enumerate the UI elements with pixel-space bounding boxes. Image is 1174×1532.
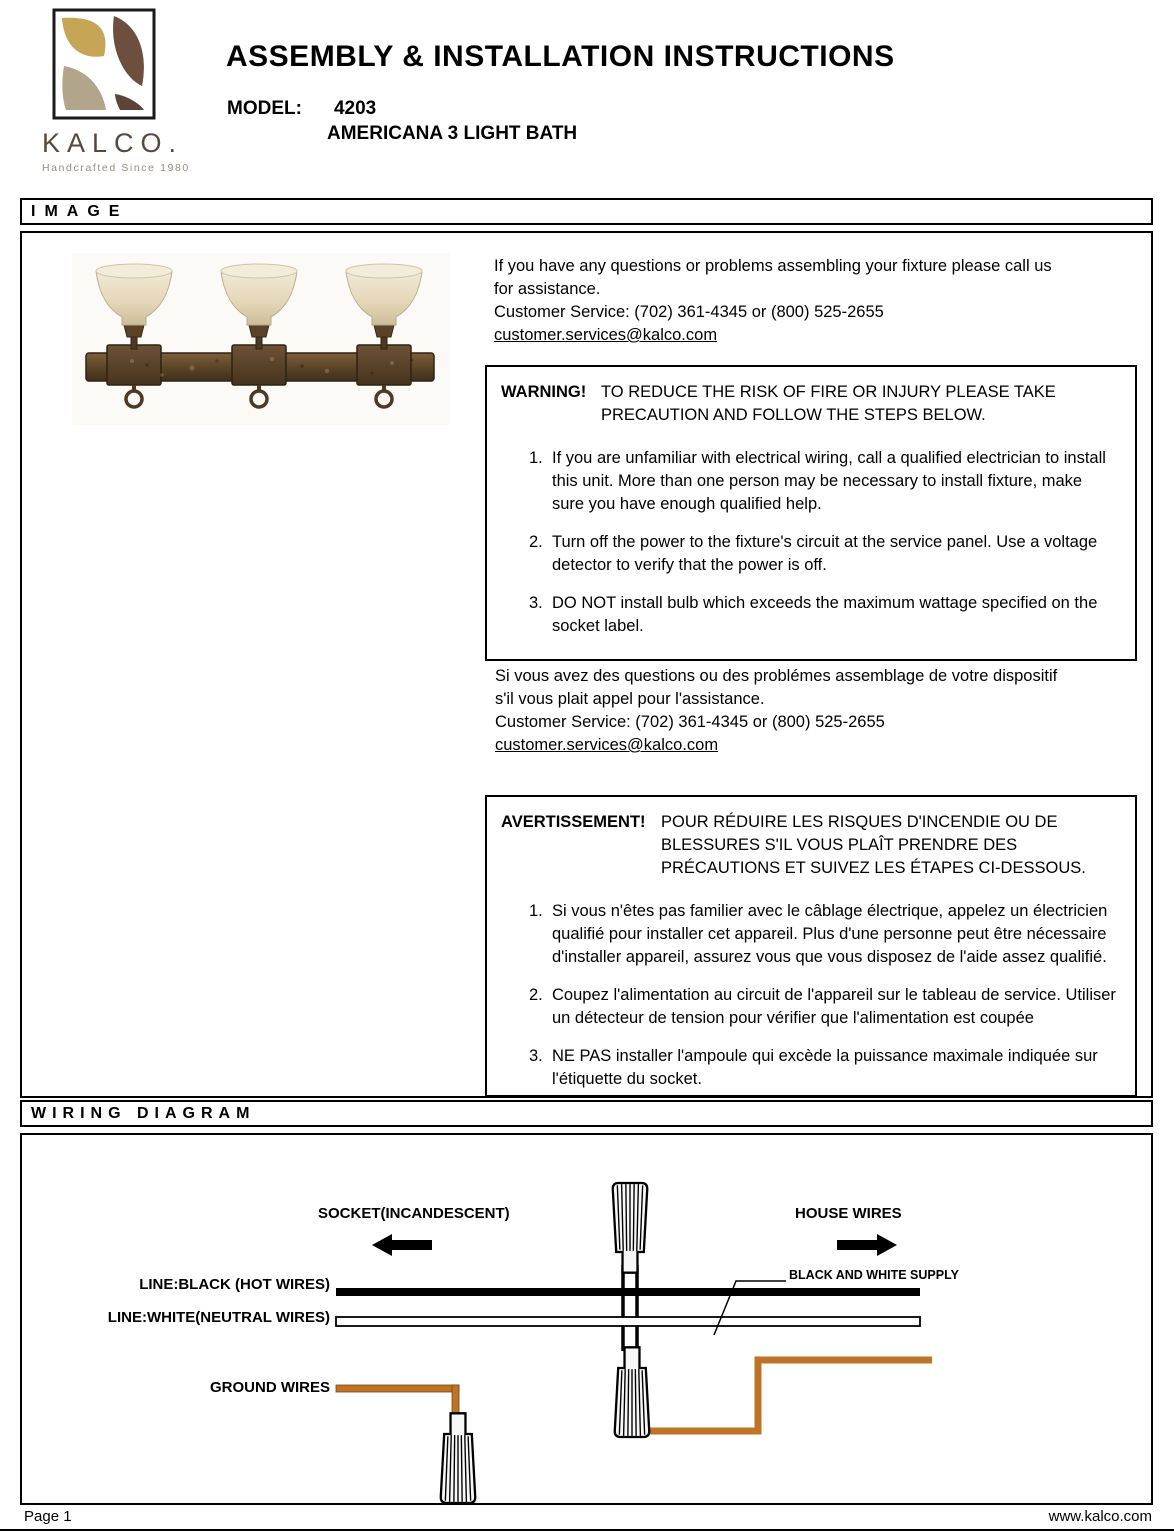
model-label: MODEL: xyxy=(227,98,302,119)
warning-label-fr: AVERTISSEMENT! xyxy=(501,813,646,831)
intro-line: Customer Service: (702) 361-4345 or (800) 525-2655 xyxy=(494,303,884,321)
bath-fixture-illustration xyxy=(72,253,450,425)
warning-box-fr xyxy=(485,795,1137,1097)
page-bottom-border xyxy=(0,1529,1174,1531)
logo-wordmark: KALCO. xyxy=(42,128,184,158)
section-header-wiring-diagram: WIRING DIAGRAM xyxy=(20,1100,1153,1127)
email-link-en[interactable]: customer.services@kalco.com xyxy=(494,326,718,344)
intro-line: Si vous avez des questions ou des problémes assemblage de votre dispositif xyxy=(495,667,1058,685)
website-link[interactable]: www.kalco.com xyxy=(1048,1508,1152,1525)
arrow-left-icon xyxy=(372,1234,432,1256)
warning-step-fr-2: 2. Coupez l'alimentation au circuit de l'appareil sur le tableau de service. Utiliser un détecteur de tension pour vérifier que l'alimentation est coupée xyxy=(529,986,1116,1027)
kalco-logo-mark-icon xyxy=(52,8,156,120)
intro-line: If you have any questions or problems assembling your fixture please call us xyxy=(494,257,1052,275)
logo-tagline: Handcrafted Since 1980 xyxy=(42,162,190,174)
warning-step-en-3: 3. DO NOT install bulb which exceeds the maximum wattage specified on the socket label. xyxy=(529,594,1098,635)
hot-wire-line xyxy=(336,1288,920,1296)
black-white-supply-label: BLACK AND WHITE SUPPLY xyxy=(789,1268,959,1282)
arrow-right-icon xyxy=(837,1234,897,1256)
wire-nut-middle-icon xyxy=(615,1347,650,1437)
wire-nut-top-icon xyxy=(613,1183,648,1273)
product-image xyxy=(72,253,450,425)
wire-nut-bottom-icon xyxy=(441,1413,476,1503)
ground-wire-left xyxy=(336,1385,459,1392)
page-title: ASSEMBLY & INSTALLATION INSTRUCTIONS xyxy=(226,40,895,73)
warning-text-fr: POUR RÉDUIRE LES RISQUES D'INCENDIE OU DE BLESSURES S'IL VOUS PLAÎT PRENDRE DES PRÉCAUTIONS ET SUIVEZ LES ÉTAPES CI-DESSOUS. xyxy=(661,813,1086,877)
intro-line: for assistance. xyxy=(494,280,601,298)
warning-step-en-2: 2. Turn off the power to the fixture's circuit at the service panel. Use a voltage detector to verify that the power is off. xyxy=(529,533,1098,574)
section-header-image: IMAGE xyxy=(20,198,1153,225)
customer-service-info-fr xyxy=(495,665,1155,757)
model-row xyxy=(227,98,376,120)
house-wires-label: HOUSE WIRES xyxy=(795,1205,902,1222)
intro-line: Customer Service: (702) 361-4345 or (800) 525-2655 xyxy=(495,713,885,731)
line-white-label: LINE:WHITE(NEUTRAL WIRES) xyxy=(107,1309,330,1326)
neutral-wire-line xyxy=(336,1317,920,1326)
page-number: Page 1 xyxy=(24,1508,72,1525)
warning-label-en: WARNING! xyxy=(501,383,587,401)
wiring-diagram-box xyxy=(20,1133,1153,1505)
warning-box-en xyxy=(485,365,1137,661)
intro-line: s'il vous plait appel pour l'assistance. xyxy=(495,690,765,708)
warning-step-fr-3: 3. NE PAS installer l'ampoule qui excède la puissance maximale indiquée sur l'étiquette du socket. xyxy=(529,1047,1098,1088)
socket-label: SOCKET(INCANDESCENT) xyxy=(318,1205,510,1222)
warning-step-fr-1: 1. Si vous n'êtes pas familier avec le câblage électrique, appelez un électricien qualifié pour installer cet appareil. Plus d'une personne peut être nécessaire d'installer appareil, assurez vous que vous disposez de l'aide assez qualifié. xyxy=(529,902,1108,966)
ground-wire-right xyxy=(644,1360,932,1431)
model-number: 4203 xyxy=(333,98,377,119)
line-black-label: LINE:BLACK (HOT WIRES) xyxy=(139,1276,330,1293)
ground-wires-label: GROUND WIRES xyxy=(210,1379,330,1396)
email-link-fr[interactable]: customer.services@kalco.com xyxy=(495,736,719,754)
image-section-box xyxy=(20,231,1153,1098)
model-name: AMERICANA 3 LIGHT BATH xyxy=(327,123,578,144)
customer-service-info-en xyxy=(494,255,1154,347)
warning-text-en: TO REDUCE THE RISK OF FIRE OR INJURY PLEASE TAKE PRECAUTION AND FOLLOW THE STEPS BELOW. xyxy=(601,383,1056,424)
kalco-logo xyxy=(42,8,212,174)
warning-step-en-1: 1. If you are unfamiliar with electrical wiring, call a qualified electrician to install this unit. More than one person may be necessary to install fixture, make sure you have enough qualified help. xyxy=(529,449,1106,513)
